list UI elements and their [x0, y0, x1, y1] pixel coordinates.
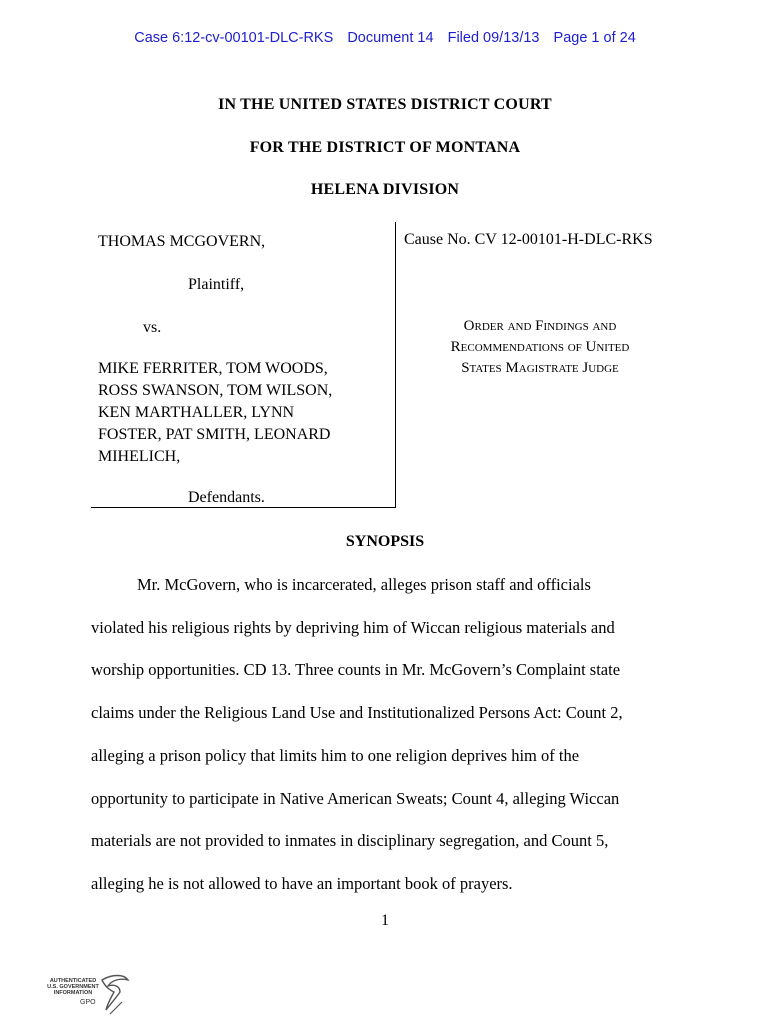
body-line: violated his religious rights by depriving him of Wiccan religious materials and [91, 618, 615, 637]
eagle-icon [98, 972, 130, 1018]
plaintiff-label: Plaintiff, [188, 276, 245, 293]
defendants-line: FOSTER, PAT SMITH, LEONARD [98, 426, 331, 443]
body-line: materials are not provided to inmates in disciplinary segregation, and Count 5, [91, 831, 609, 850]
body-line: claims under the Religious Land Use and Institutionalized Persons Act: Count 2, [91, 703, 623, 722]
gpo-authentication-seal [42, 972, 132, 1018]
filed-date: Filed 09/13/13 [447, 30, 540, 46]
body-line: worship opportunities. CD 13. Three counts in Mr. McGovern’s Complaint state [91, 660, 621, 679]
document-number: Document 14 [347, 30, 434, 46]
defendants-line: MIKE FERRITER, TOM WOODS, [98, 360, 328, 377]
case-number: Case 6:12-cv-00101-DLC-RKS [134, 30, 334, 46]
seal-text: AUTHENTICATED [49, 978, 97, 984]
cause-number: Cause No. CV 12-00101-H-DLC-RKS [404, 231, 653, 248]
court-name: IN THE UNITED STATES DISTRICT COURT [218, 96, 552, 113]
synopsis-heading: SYNOPSIS [345, 533, 425, 550]
defendants-line: KEN MARTHALLER, LYNN [98, 404, 295, 421]
caption-divider-horizontal [91, 507, 396, 508]
defendants-list [98, 358, 332, 468]
defendants-line: ROSS SWANSON, TOM WILSON, [98, 382, 333, 399]
body-line: alleging he is not allowed to have an important book of prayers. [91, 874, 513, 893]
page-count: Page 1 of 24 [553, 30, 636, 46]
defendants-label: Defendants. [188, 489, 265, 506]
versus: vs. [143, 319, 162, 336]
document-title-line: Order and Findings and [463, 318, 617, 334]
page-number: 1 [381, 912, 389, 929]
seal-gpo-text: GPO [80, 999, 96, 1006]
caption-divider-vertical [395, 222, 396, 508]
body-line: alleging a prison policy that limits him to one religion deprives him of the [91, 746, 580, 765]
seal-text: U.S. GOVERNMENT [47, 984, 99, 990]
document-title-line: States Magistrate Judge [461, 360, 619, 376]
body-line: opportunity to participate in Native American Sweats; Count 4, alleging Wiccan [91, 789, 620, 808]
document-title [405, 316, 675, 379]
body-line: Mr. McGovern, who is incarcerated, alleges prison staff and officials [137, 575, 591, 594]
seal-text: INFORMATION [53, 990, 93, 996]
document-title-line: Recommendations of United [450, 339, 630, 355]
plaintiff-name: THOMAS MCGOVERN, [98, 233, 266, 250]
court-division: HELENA DIVISION [310, 181, 460, 198]
defendants-line: MIHELICH, [98, 448, 181, 465]
ecf-header [0, 30, 770, 46]
court-district: FOR THE DISTRICT OF MONTANA [249, 139, 521, 156]
